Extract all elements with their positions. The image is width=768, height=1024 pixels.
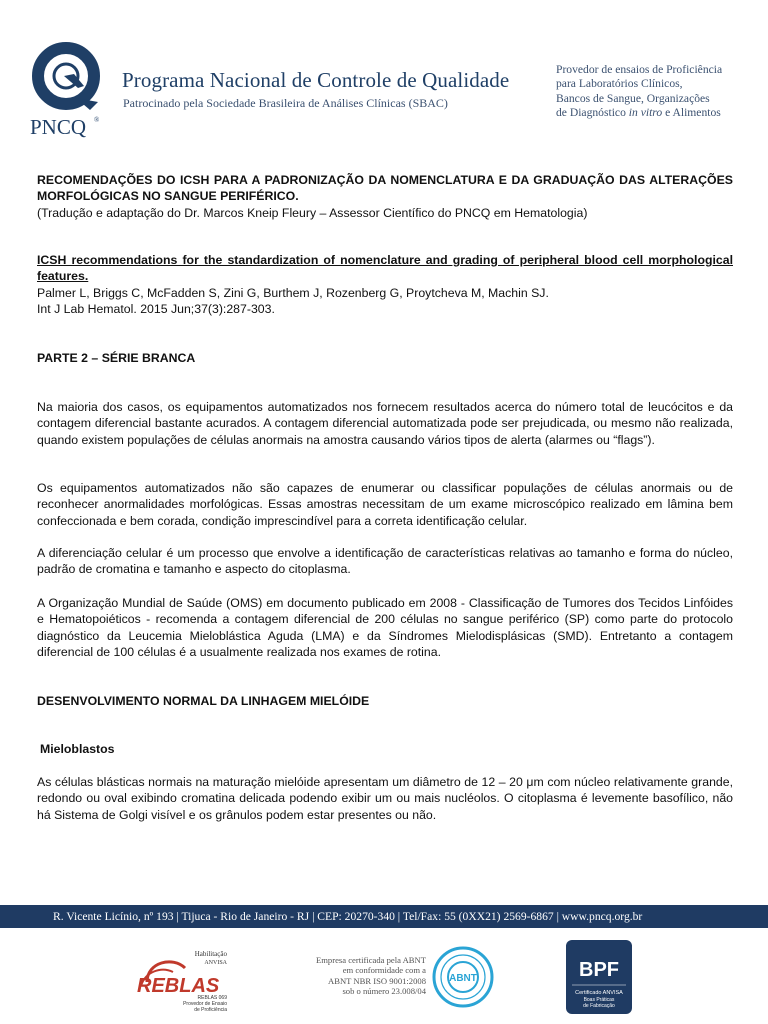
reblas-logo (133, 946, 233, 1012)
abnt-line-2: em conformidade com a (342, 965, 426, 976)
sub-heading: Mieloblastos (40, 742, 115, 756)
reference-authors: Palmer L, Briggs C, McFadden S, Zini G, Burthem J, Rozenberg G, Proytcheva M, Machin SJ. (37, 286, 549, 300)
bpf-sub-line-1: Certificado ANVISA (575, 990, 623, 996)
abnt-seal-text: ABNT (449, 973, 477, 984)
paragraph-5: As células blásticas normais na maturação mielóide apresentam um diâmetro de 12 – 20 μm com núcleo relativamente grande, redondo ou oval exibindo cromatina delicada podendo exibir um ou mais nucléolos. O citoplasma é levemente basofílico, não há Sistema de Golgi visível e os grânulos podem estar presentes ou não. (37, 775, 733, 822)
provider-line-4-pre: de Diagnóstico (556, 106, 629, 120)
reblas-sub-line-2: Provedor de Ensaio (183, 1001, 227, 1007)
provider-line-2: para Laboratórios Clínicos, (556, 77, 683, 91)
provider-line-4 (556, 106, 722, 120)
reference-journal: Int J Lab Hematol. 2015 Jun;37(3):287-303. (37, 302, 275, 316)
reblas-name: REBLAS (137, 975, 220, 997)
bpf-sub-line-2: Boas Práticas (583, 997, 615, 1003)
provider-line-1: Provedor de ensaios de Proficiência (556, 63, 723, 76)
logo-registered-mark: ® (94, 116, 100, 124)
bpf-sub-line-3: de Fabricação (583, 1003, 615, 1009)
program-subtitle: Patrocinado pela Sociedade Brasileira de Análises Clínicas (SBAC) (123, 96, 448, 110)
pncq-logo (28, 40, 104, 138)
part-heading: PARTE 2 – SÉRIE BRANCA (37, 351, 196, 365)
reblas-sub-line-3: de Proficiência (194, 1007, 227, 1012)
abnt-line-4: sob o número 23.008/04 (342, 986, 426, 997)
paragraph-2: Os equipamentos automatizados não são capazes de enumerar ou classificar populações de células anormais ou de reconhecer anormalidades morfológicas. Essas amostras necessitam de um exame microscópico realizado em lâmina bem confeccionada e bem corada, condição imprescindível para a correta identificação celular. (37, 481, 733, 528)
abnt-line-1: Empresa certificada pela ABNT (316, 955, 426, 965)
bpf-title: BPF (579, 959, 619, 981)
abnt-line-3: ABNT NBR ISO 9001:2008 (328, 975, 426, 986)
provider-description (556, 63, 722, 121)
bpf-badge (566, 940, 632, 1014)
translation-note: (Tradução e adaptação do Dr. Marcos Kneip Fleury – Assessor Científico do PNCQ em Hematologia) (37, 206, 588, 220)
footer-address: R. Vicente Licínio, nº 193 | Tijuca - Rio de Janeiro - RJ | CEP: 20270-340 | Tel/Fax: 55 (0XX21) 2569-6867 | www.pncq.org.br (53, 910, 643, 923)
paragraph-1: Na maioria dos casos, os equipamentos automatizados nos fornecem resultados acerca do número total de leucócitos e da contagem diferencial bastante acurados. A contagem diferencial automatizada pode ser prejudicada, ou mesmo não realizada, quando existem populações de células anormais na amostra causando vários tipos de alerta (alarmes ou “flags”). (37, 400, 733, 447)
section-heading: DESENVOLVIMENTO NORMAL DA LINHAGEM MIELÓIDE (37, 694, 370, 708)
provider-line-4-italic: in vitro (628, 106, 663, 120)
provider-line-3: Bancos de Sangue, Organizações (556, 91, 710, 105)
abnt-certification-text (292, 955, 426, 997)
logo-text: PNCQ (30, 115, 87, 138)
reblas-top-line-1: Habilitação (194, 950, 227, 958)
program-title: Programa Nacional de Controle de Qualidade (122, 68, 510, 92)
abnt-seal-icon (431, 945, 495, 1009)
reference-title: ICSH recommendations for the standardization of nomenclature and grading of peripheral blood cell morphological features. (37, 253, 733, 284)
paragraph-3: A diferenciação celular é um processo que envolve a identificação de características relativas ao tamanho e forma do núcleo, padrão de cromatina e tamanho e aspecto do citoplasma. (37, 546, 733, 577)
reblas-top-line-2: ANVISA (204, 960, 227, 966)
document-title: RECOMENDAÇÕES DO ICSH PARA A PADRONIZAÇÃO DA NOMENCLATURA E DA GRADUAÇÃO DAS ALTERAÇÕES MORFOLÓGICAS NO SANGUE PERIFÉRICO. (37, 173, 733, 204)
paragraph-4: A Organização Mundial de Saúde (OMS) em documento publicado em 2008 - Classificação de Tumores dos Tecidos Linfóides e Hematopoiéticos - recomenda a contagem diferencial de 200 células no sangue periférico (SP) como parte do protocolo diagnóstico da Leucemia Mieloblástica Aguda (LMA) e da Síndromes Mielodisplásicas (SMD). Entretanto a contagem diferencial de 100 células é a usualmente realizada nos exames de rotina. (37, 596, 733, 660)
provider-line-4-post: e Alimentos (662, 106, 721, 120)
reblas-sub-line-1: REBLAS 069 (197, 995, 227, 1001)
